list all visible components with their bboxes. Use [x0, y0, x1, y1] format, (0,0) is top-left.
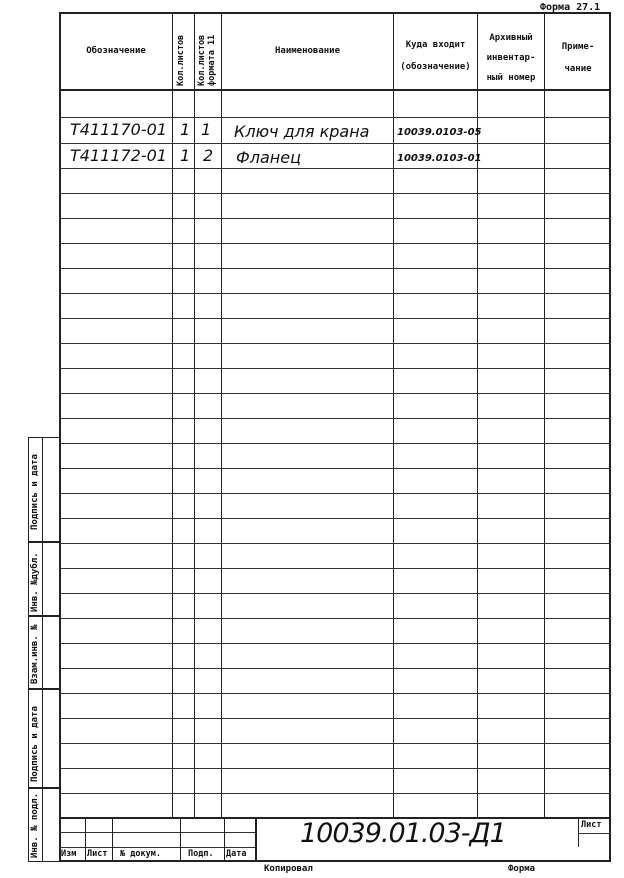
row-1-sheets: 1 [180, 120, 191, 139]
table-row-line [59, 268, 611, 269]
col-divider-4 [393, 12, 394, 817]
row-2-sheets: 1 [180, 146, 191, 165]
table-row-line [59, 568, 611, 569]
header-note [545, 36, 611, 80]
tb-list: Лист [87, 849, 108, 859]
table-row-line [59, 718, 611, 719]
side-sep-4 [28, 787, 60, 789]
tb-sheet-label: Лист [581, 820, 602, 830]
table-row-line [59, 193, 611, 194]
table-row-line [59, 89, 611, 91]
tb-col-3 [180, 817, 181, 862]
row-2-used-in: 10039.0103-01 [397, 153, 482, 164]
table-row-line [59, 618, 611, 619]
table-row-line [59, 218, 611, 219]
row-2-name: Фланец [236, 148, 301, 167]
header-sheets-a11 [197, 16, 217, 86]
header-archive [478, 28, 544, 88]
header-used-in-line2: (обозначение) [400, 62, 471, 72]
col-divider-6 [544, 12, 545, 817]
header-note-line2: чание [564, 64, 592, 74]
side-strip-divider [42, 437, 43, 862]
col-divider-2 [194, 12, 195, 817]
table-row-line [59, 593, 611, 594]
table-row-line [59, 293, 611, 294]
title-block-row-2 [59, 847, 255, 848]
row-1-designation: Т411170-01 [70, 120, 167, 139]
table-row-line [59, 493, 611, 494]
side-label-repl-inv: Взам.инв. № [30, 624, 40, 684]
table-row-line [59, 443, 611, 444]
side-sep-2 [28, 615, 60, 617]
title-block-row-1 [59, 832, 255, 833]
table-row-line [59, 743, 611, 744]
tb-date: Дата [226, 849, 247, 859]
title-block-divider [255, 817, 257, 862]
title-block-sheet-sep [578, 833, 611, 834]
table-row-line [59, 418, 611, 419]
col-divider-1 [172, 12, 173, 817]
table-row-line [59, 693, 611, 694]
table-row-line [59, 168, 611, 169]
header-designation: Обозначение [86, 46, 146, 56]
table-row-line [59, 393, 611, 394]
header-sheets-count: Кол.листов [176, 34, 186, 86]
tb-izm: Изм [61, 849, 77, 859]
tb-sign: Подп. [188, 849, 214, 859]
row-2-sheets-a11: 2 [203, 146, 214, 165]
table-row-line [59, 793, 611, 794]
header-name: Наименование [274, 46, 341, 56]
header-note-line1: Приме- [561, 42, 595, 52]
header-archive-line3: ный номер [486, 73, 536, 83]
header-used-in [394, 34, 477, 78]
table-row-line [59, 643, 611, 644]
tb-doc-no: № докум. [120, 849, 161, 859]
side-label-inv-orig: Инв. № подл. [30, 792, 40, 858]
row-1-used-in: 10039.0103-05 [397, 127, 482, 138]
table-row-line [59, 668, 611, 669]
row-1-sheets-a11: 1 [201, 120, 212, 139]
side-sep-3 [28, 688, 60, 690]
side-label-sign-date-1: Подпись и дата [30, 454, 40, 530]
copied-label: Копировал [264, 864, 313, 874]
tb-col-4 [224, 817, 225, 862]
side-sep-1 [28, 541, 60, 543]
tb-col-1 [85, 817, 86, 862]
table-row-line [59, 368, 611, 369]
row-2-designation: Т411172-01 [70, 146, 167, 165]
form-label-bottom: Форма [508, 864, 536, 874]
table-row-line [59, 468, 611, 469]
document-number: 10039.01.03-Д1 [300, 818, 506, 849]
row-1-name: Ключ для крана [234, 122, 370, 141]
form-label-top: Форма 27.1 [540, 2, 601, 13]
table-row-line [59, 318, 611, 319]
side-label-inv-dup: Инв. №дубл. [30, 552, 40, 612]
header-sheets-a11-text: Кол.листов формата 11 [197, 34, 217, 86]
header-archive-line1: Архивный [489, 33, 533, 43]
title-block-sheet-divider [578, 817, 579, 847]
table-row-line [59, 117, 611, 118]
table-row-line [59, 518, 611, 519]
table-row-line [59, 243, 611, 244]
header-archive-line2: инвентар- [486, 53, 536, 63]
table-row-line [59, 768, 611, 769]
table-row-line [59, 343, 611, 344]
col-divider-3 [221, 12, 222, 817]
header-used-in-line1: Куда входит [405, 40, 466, 50]
table-row-line [59, 543, 611, 544]
side-label-sign-date-2: Подпись и дата [30, 706, 40, 782]
tb-col-2 [112, 817, 113, 862]
table-row-line [59, 143, 611, 144]
